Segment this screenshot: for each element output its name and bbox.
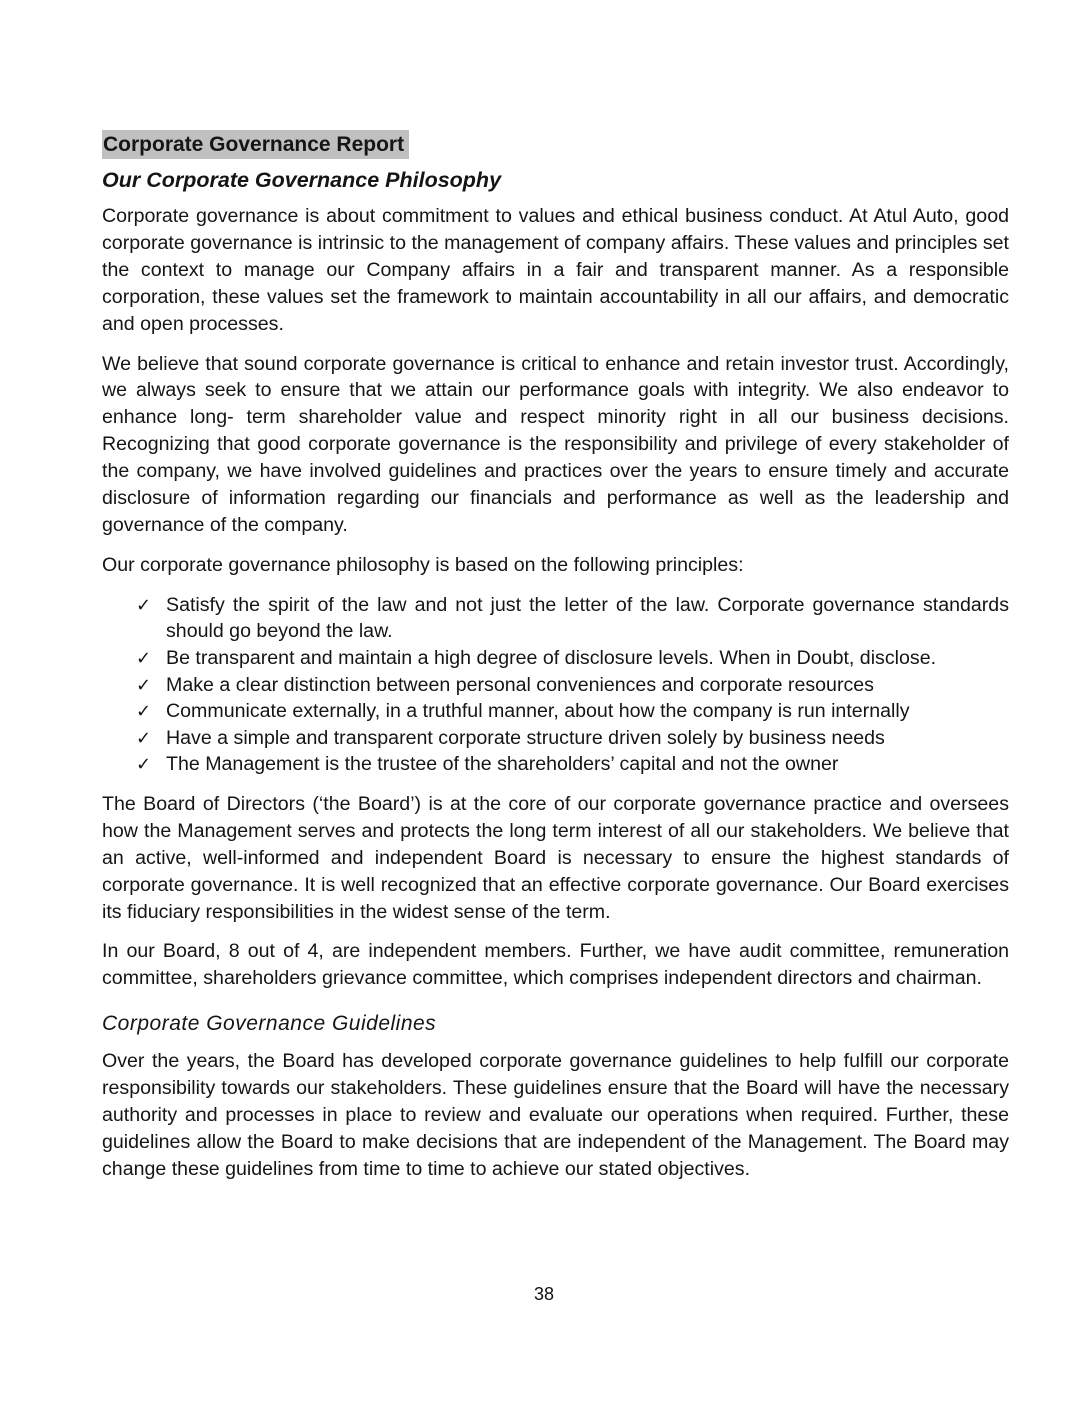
report-title-highlight: Corporate Governance Report	[102, 130, 409, 159]
checkmark-bullet-icon: ✓	[136, 674, 152, 695]
checkmark-bullet-icon: ✓	[136, 701, 152, 722]
page-number: 38	[533, 1284, 555, 1304]
list-item-text: Satisfy the spirit of the law and not just the letter of the law. Corporate governance standards should go beyond the law.	[166, 593, 1009, 643]
list-item-text: Communicate externally, in a truthful manner, about how the company is run internally	[166, 700, 910, 723]
guidelines-heading: Corporate Governance Guidelines	[102, 1012, 437, 1036]
principles-list	[102, 592, 1009, 778]
checkmark-bullet-icon: ✓	[136, 647, 152, 668]
paragraph-board: The Board of Directors (‘the Board’) is at the core of our corporate governance practice and oversees how the Management serves and protects the long term interest of all our stakeholders. We believe that an active, well-informed and independent Board is necessary to ensure the highest standards of corporate governance. It is well recognized that an effective corporate governance. Our Board exercises its fiduciary responsibilities in the widest sense of the term.	[102, 792, 1009, 923]
paragraph-intro: Corporate governance is about commitment to values and ethical business conduct. At Atul Auto, good corporate governance is intrinsic to the management of company affairs. These values and principles set the context to manage our Company affairs in a fair and transparent manner. As a responsible corporation, these values set the framework to maintain accountability in all our affairs, and democratic and open processes.	[102, 205, 1009, 335]
list-item	[102, 645, 1009, 672]
report-title	[102, 130, 1009, 159]
paragraph-belief: We believe that sound corporate governance is critical to enhance and retain investor trust. Accordingly, we always seek to ensure that we attain our performance goals with integrity. We also endeavor to enhance long- term shareholder value and respect minority right in all our business decisions. Recognizing that good corporate governance is the responsibility and privilege of every stakeholder of the company, we have involved guidelines and practices over the years to ensure timely and accurate disclosure of information regarding our financials and performance as well as the leadership and governance of the company.	[102, 352, 1009, 536]
list-item-text: Be transparent and maintain a high degree of disclosure levels. When in Doubt, disclose.	[166, 646, 937, 669]
philosophy-heading: Our Corporate Governance Philosophy	[102, 168, 502, 192]
paragraph-guidelines: Over the years, the Board has developed corporate governance guidelines to help fulfill our corporate responsibility towards our stakeholders. These guidelines ensure that the Board will have the necessary authority and processes in place to review and evaluate our operations when required. Further, these guidelines allow the Board to make decisions that are independent of the Management. The Board may change these guidelines from time to time to achieve our stated objectives.	[102, 1050, 1009, 1180]
checkmark-bullet-icon: ✓	[136, 754, 152, 775]
list-item	[102, 725, 1009, 752]
list-item	[102, 672, 1009, 699]
paragraph-committees: In our Board, 8 out of 4, are independent members. Further, we have audit committee, remuneration committee, shareholders grievance committee, which comprises independent directors and chairman.	[102, 940, 1009, 990]
checkmark-bullet-icon: ✓	[136, 727, 152, 748]
list-item-text: The Management is the trustee of the shareholders’ capital and not the owner	[166, 753, 839, 776]
list-item-text: Have a simple and transparent corporate structure driven solely by business needs	[166, 726, 885, 749]
list-item	[102, 592, 1009, 645]
list-item-text: Make a clear distinction between personal conveniences and corporate resources	[166, 673, 874, 696]
list-item	[102, 698, 1009, 725]
paragraph-principles-lead: Our corporate governance philosophy is based on the following principles:	[102, 553, 744, 576]
list-item	[102, 751, 1009, 778]
checkmark-bullet-icon: ✓	[136, 594, 152, 615]
